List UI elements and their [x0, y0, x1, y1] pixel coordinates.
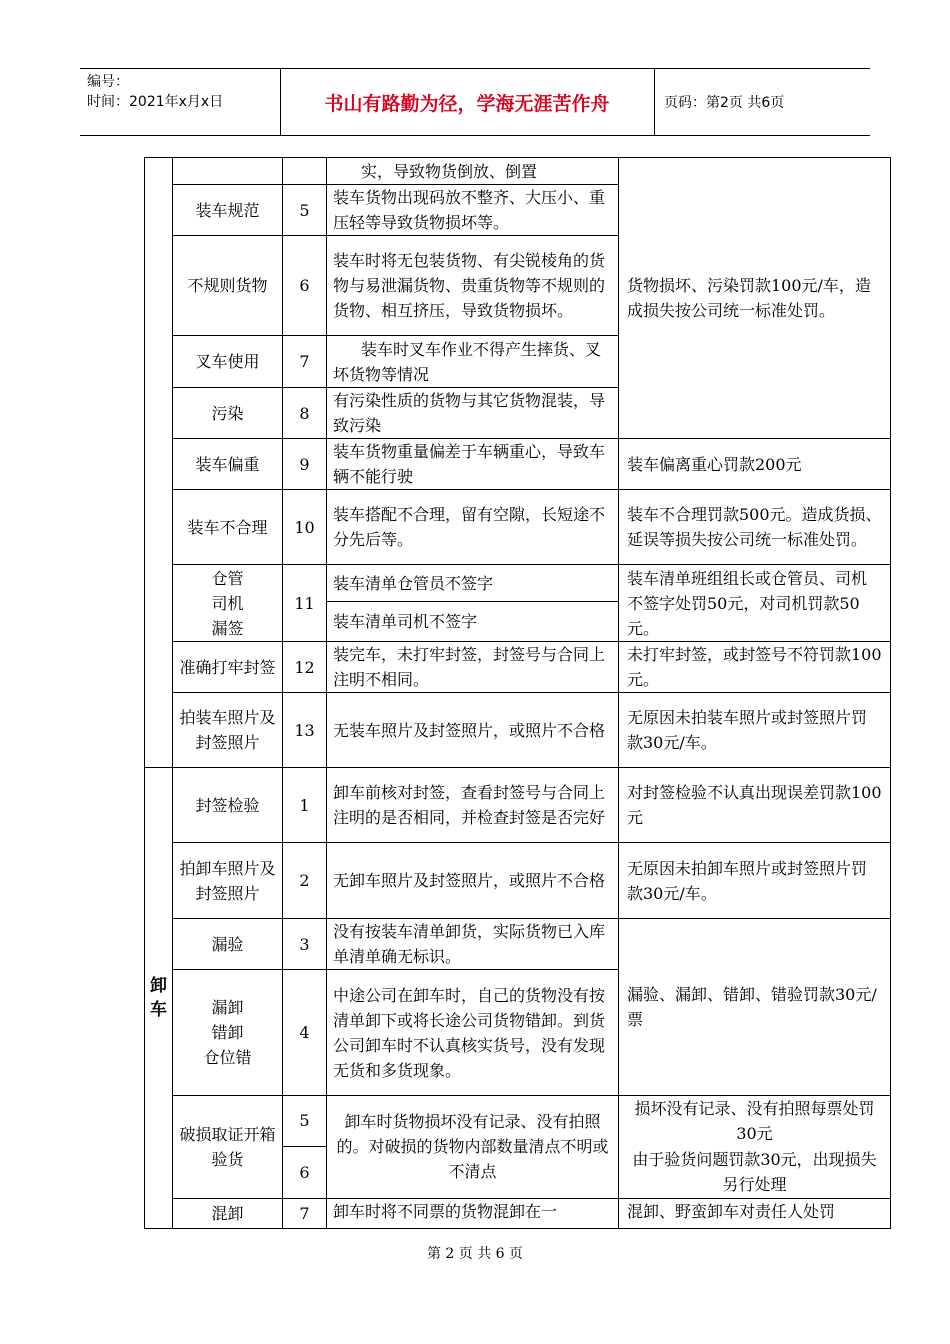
description-cell: 装车货物重量偏差于车辆重心，导致车辆不能行驶	[327, 439, 619, 490]
number-cell: 10	[283, 490, 327, 565]
number-cell: 8	[283, 388, 327, 439]
item-cell: 封签检验	[173, 768, 283, 843]
number-cell: 6	[283, 236, 327, 336]
penalty-cell: 装车不合理罚款500元。造成货损、延误等损失按公司统一标准处罚。	[619, 490, 891, 565]
header-top-rule	[80, 68, 870, 69]
penalty-cell: 装车清单班组组长或仓管员、司机不签字处罚50元，对司机罚款50元。	[619, 565, 891, 642]
number-cell: 12	[283, 642, 327, 693]
penalty-cell: 漏验、漏卸、错卸、错验罚款30元/票	[619, 919, 891, 1096]
header-bottom-rule	[80, 135, 870, 136]
header-page-label: 页码：第2页 共6页	[664, 95, 785, 111]
table-row	[145, 439, 891, 490]
penalty-cell: 混卸、野蛮卸车对责任人处罚	[619, 1198, 891, 1228]
description-cell: 无卸车照片及封签照片，或照片不合格	[327, 843, 619, 919]
table-row	[145, 565, 891, 602]
description-cell: 装车搭配不合理，留有空隙，长短途不分先后等。	[327, 490, 619, 565]
penalty-cell: 无原因未拍卸车照片或封签照片罚款30元/车。	[619, 843, 891, 919]
description-cell: 装完车，未打牢封签，封签号与合同上注明不相同。	[327, 642, 619, 693]
number-cell: 11	[283, 565, 327, 642]
time-label: 时间：2021年x月x日	[87, 94, 224, 110]
description-cell: 卸车时将不同票的货物混卸在一	[327, 1198, 619, 1228]
number-cell: 3	[283, 919, 327, 970]
penalty-cell: 未打牢封签，或封签号不符罚款100元。	[619, 642, 891, 693]
penalty-cell: 装车偏离重心罚款200元	[619, 439, 891, 490]
table-row	[145, 693, 891, 768]
table-row	[145, 1096, 891, 1147]
number-cell: 1	[283, 768, 327, 843]
table-row	[145, 1198, 891, 1228]
item-cell: 拍卸车照片及封签照片	[173, 843, 283, 919]
item-cell: 漏卸 错卸 仓位错	[173, 970, 283, 1096]
description-cell: 中途公司在卸车时，自己的货物没有按清单卸下或将长途公司货物错卸。到货公司卸车时不认真核实货号，没有发现无货和多货现象。	[327, 970, 619, 1096]
item-cell: 不规则货物	[173, 236, 283, 336]
number-cell: 6	[283, 1146, 327, 1198]
item-cell: 叉车使用	[173, 336, 283, 388]
number-cell: 7	[283, 336, 327, 388]
penalty-cell: 由于验货问题罚款30元，出现损失另行处理	[619, 1146, 891, 1198]
number-cell: 9	[283, 439, 327, 490]
description-cell: 卸车时货物损坏没有记录、没有拍照的。对破损的货物内部数量清点不明或不清点	[327, 1096, 619, 1199]
item-cell: 漏验	[173, 919, 283, 970]
table-row	[145, 158, 891, 185]
item-cell: 破损取证开箱验货	[173, 1096, 283, 1199]
description-cell: 装车时叉车作业不得产生摔货、叉坏货物等情况	[327, 336, 619, 388]
description-cell: 实，导致物货倒放、倒置	[327, 158, 619, 185]
description-cell: 装车清单司机不签字	[327, 602, 619, 642]
number-cell: 2	[283, 843, 327, 919]
item-cell	[173, 158, 283, 185]
description-cell: 无装车照片及封签照片，或照片不合格	[327, 693, 619, 768]
header-motto: 书山有路勤为径，学海无涯苦作舟	[324, 93, 610, 115]
description-cell: 装车清单仓管员不签字	[327, 565, 619, 602]
table-row	[145, 768, 891, 843]
number-label: 编号：	[87, 74, 129, 90]
table-row	[145, 843, 891, 919]
description-cell: 卸车前核对封签，查看封签号与合同上注明的是否相同，并检查封签是否完好	[327, 768, 619, 843]
table-row	[145, 919, 891, 970]
number-cell: 5	[283, 185, 327, 236]
penalty-cell: 无原因未拍装车照片或封签照片罚款30元/车。	[619, 693, 891, 768]
description-cell: 装车货物出现码放不整齐、大压小、重压轻等导致货物损坏等。	[327, 185, 619, 236]
item-cell: 拍装车照片及封签照片	[173, 693, 283, 768]
description-cell: 有污染性质的货物与其它货物混装，导致污染	[327, 388, 619, 439]
item-cell: 准确打牢封签	[173, 642, 283, 693]
penalty-table	[144, 157, 891, 1229]
section-label: 卸车	[150, 975, 167, 1020]
penalty-cell: 损坏没有记录、没有拍照每票处罚30元	[619, 1096, 891, 1147]
table-row	[145, 642, 891, 693]
number-cell: 5	[283, 1096, 327, 1147]
description-cell: 没有按装车清单卸货，实际货物已入库单清单确无标识。	[327, 919, 619, 970]
header-meta	[87, 72, 223, 112]
number-cell	[283, 158, 327, 185]
header-divider-right	[654, 68, 655, 136]
unloading-section-cell	[145, 768, 173, 1229]
penalty-cell: 对封签检验不认真出现误差罚款100元	[619, 768, 891, 843]
number-cell: 7	[283, 1198, 327, 1228]
header-divider-left	[280, 68, 281, 136]
number-cell: 4	[283, 970, 327, 1096]
item-cell: 装车规范	[173, 185, 283, 236]
table-row	[145, 490, 891, 565]
item-cell: 混卸	[173, 1198, 283, 1228]
number-cell: 13	[283, 693, 327, 768]
item-cell: 装车不合理	[173, 490, 283, 565]
page-footer: 第 2 页 共 6 页	[426, 1246, 524, 1262]
item-cell: 装车偏重	[173, 439, 283, 490]
item-cell: 污染	[173, 388, 283, 439]
item-cell: 仓管 司机 漏签	[173, 565, 283, 642]
description-cell: 装车时将无包装货物、有尖锐棱角的货物与易泄漏货物、贵重货物等不规则的货物、相互挤压，导致货物损坏。	[327, 236, 619, 336]
loading-section-cell	[145, 158, 173, 768]
penalty-cell: 货物损坏、污染罚款100元/车，造成损失按公司统一标准处罚。	[619, 158, 891, 439]
